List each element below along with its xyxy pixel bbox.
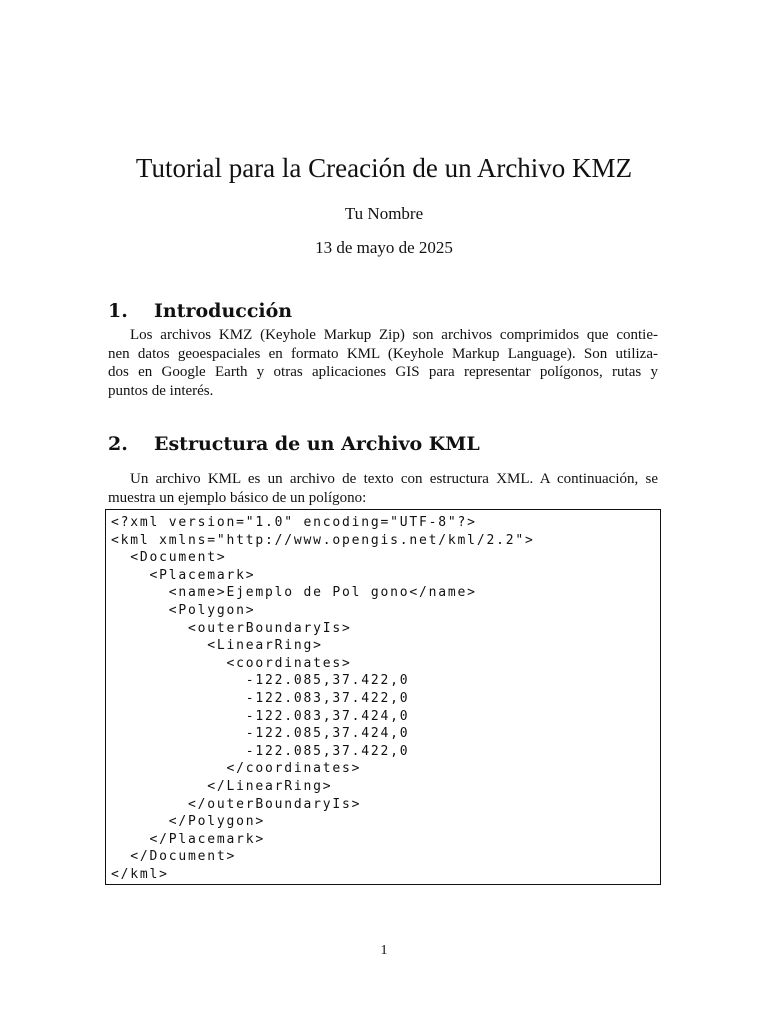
code-line: <LinearRing>: [111, 638, 323, 654]
paragraph-line: dos en Google Earth y otras aplicaciones GIS para representar polígonos, rutas y: [108, 364, 658, 381]
code-line: </Polygon>: [111, 814, 266, 830]
paragraph-line: muestra un ejemplo básico de un polígono:: [108, 489, 367, 506]
code-line: </LinearRing>: [111, 778, 333, 794]
section-number: 1.: [108, 300, 128, 322]
code-line: <Document>: [111, 550, 227, 566]
code-line: <name>Ejemplo de Pol gono</name>: [111, 585, 477, 601]
section-paragraph-introduccion: [108, 326, 658, 400]
code-listing: [111, 514, 535, 883]
section-heading-estructura-kml: [108, 432, 480, 456]
code-line: <kml xmlns="http://www.opengis.net/kml/2.2">: [111, 532, 535, 548]
code-line: -122.085,37.422,0: [111, 673, 410, 689]
section-heading-introduccion: [108, 299, 292, 323]
section-title: Estructura de un Archivo KML: [154, 433, 480, 455]
document-author: Tu Nombre: [344, 204, 424, 223]
paragraph-line: Un archivo KML es un archivo de texto con estructura XML. A continuación, se: [130, 471, 658, 487]
paragraph-line: Los archivos KMZ (Keyhole Markup Zip) son archivos comprimidos que contie-: [130, 327, 658, 343]
code-line: </kml>: [111, 866, 169, 882]
code-line: <coordinates>: [111, 655, 352, 671]
code-line: </Placemark>: [111, 831, 266, 847]
code-line: <Placemark>: [111, 567, 256, 583]
paragraph-line: puntos de interés.: [108, 382, 214, 399]
code-line: <outerBoundaryIs>: [111, 620, 352, 636]
code-line: <Polygon>: [111, 602, 256, 618]
code-listing-box: [105, 509, 661, 885]
code-line: -122.083,37.422,0: [111, 690, 410, 706]
code-line: </coordinates>: [111, 761, 362, 777]
code-line: </Document>: [111, 849, 237, 865]
document-title: Tutorial para la Creación de un Archivo KMZ: [135, 153, 633, 183]
section-paragraph-estructura-kml: [108, 470, 658, 507]
code-line: <?xml version="1.0" encoding="UTF-8"?>: [111, 515, 477, 530]
code-line: </outerBoundaryIs>: [111, 796, 362, 812]
code-line: -122.083,37.424,0: [111, 708, 410, 724]
section-number: 2.: [108, 433, 128, 455]
code-line: -122.085,37.424,0: [111, 726, 410, 742]
page-number: 1: [380, 943, 388, 958]
document-date: 13 de mayo de 2025: [315, 238, 453, 257]
section-title: Introducción: [154, 300, 293, 322]
code-line: -122.085,37.422,0: [111, 743, 410, 759]
paragraph-line: nen datos geoespaciales en formato KML (Keyhole Markup Language). Son utiliza-: [108, 345, 658, 362]
